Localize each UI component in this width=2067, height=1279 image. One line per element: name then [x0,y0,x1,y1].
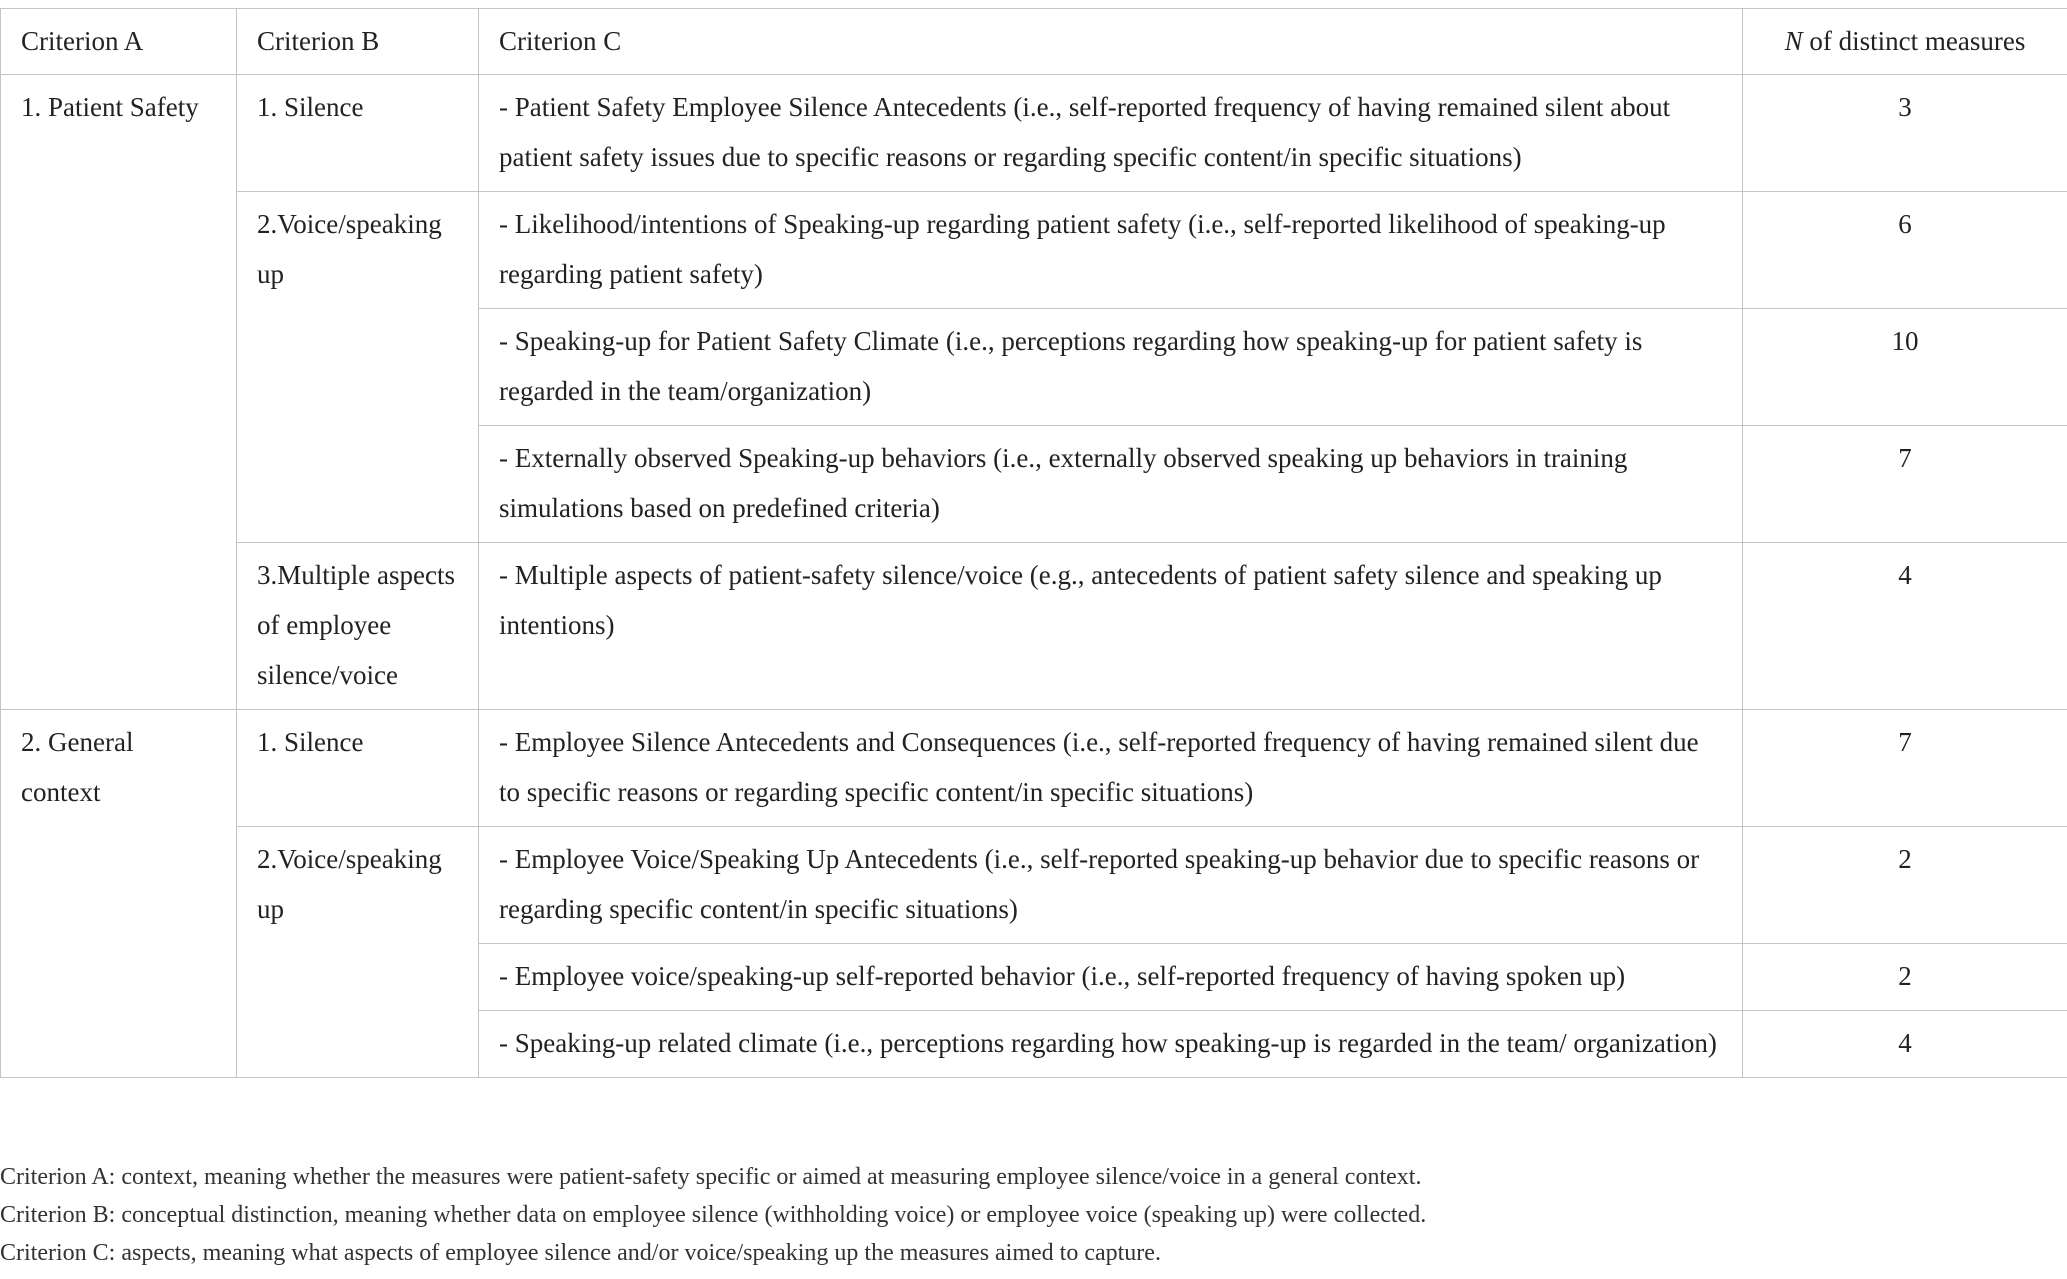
table-row [1,543,2067,710]
criterion-c-cell: - Multiple aspects of patient-safety silence/voice (e.g., antecedents of patient safety silence and speaking up intentions) [479,543,1743,710]
header-row [1,9,2067,75]
header-n-rest: of distinct measures [1802,26,2026,56]
table-row [1,827,2067,944]
header-criterion-a: Criterion A [1,9,237,75]
header-n-distinct-measures [1743,9,2067,75]
header-criterion-b: Criterion B [237,9,479,75]
criterion-c-cell: - Externally observed Speaking-up behaviors (i.e., externally observed speaking up behaviors in training simulations based on predefined criteria) [479,426,1743,543]
criterion-c-cell: - Employee Voice/Speaking Up Antecedents (i.e., self-reported speaking-up behavior due to specific reasons or regarding specific content/in specific situations) [479,827,1743,944]
n-measures-cell: 2 [1743,827,2067,944]
criterion-a-cell: 1. Patient Safety [1,75,237,710]
criterion-b-cell: 2.Voice/speaking up [237,827,479,1078]
n-measures-cell: 7 [1743,426,2067,543]
criterion-b-cell: 1. Silence [237,75,479,192]
n-measures-cell: 4 [1743,1011,2067,1078]
measures-table-container [0,8,2067,1078]
criterion-b-cell: 3.Multiple aspects of employee silence/voice [237,543,479,710]
n-measures-cell: 2 [1743,944,2067,1011]
criterion-c-cell: - Likelihood/intentions of Speaking-up regarding patient safety (i.e., self-reported likelihood of speaking-up regarding patient safety) [479,192,1743,309]
footnote-criterion-a: Criterion A: context, meaning whether the measures were patient-safety specific or aimed at measuring employee silence/voice in a general context. [0,1164,1422,1190]
table-row [1,75,2067,192]
n-measures-cell: 6 [1743,192,2067,309]
table-row [1,192,2067,309]
criterion-a-cell: 2. General context [1,710,237,1078]
n-measures-cell: 7 [1743,710,2067,827]
criterion-c-cell: - Speaking-up for Patient Safety Climate (i.e., perceptions regarding how speaking-up for patient safety is regarded in the team/organization) [479,309,1743,426]
measures-table [0,8,2067,1078]
n-measures-cell: 3 [1743,75,2067,192]
table-footnotes [0,1158,2067,1272]
footnote-criterion-b: Criterion B: conceptual distinction, meaning whether data on employee silence (withholding voice) or employee voice (speaking up) were collected. [0,1202,1427,1228]
table-row [1,710,2067,827]
n-measures-cell: 10 [1743,309,2067,426]
criterion-b-cell: 1. Silence [237,710,479,827]
criterion-c-cell: - Employee Silence Antecedents and Consequences (i.e., self-reported frequency of having remained silent due to specific reasons or regarding specific content/in specific situations) [479,710,1743,827]
header-n-italic: N [1784,26,1803,56]
criterion-c-cell: - Speaking-up related climate (i.e., perceptions regarding how speaking-up is regarded in the team/ organization) [479,1011,1743,1078]
criterion-c-cell: - Employee voice/speaking-up self-reported behavior (i.e., self-reported frequency of having spoken up) [479,944,1743,1011]
footnote-criterion-c: Criterion C: aspects, meaning what aspects of employee silence and/or voice/speaking up the measures aimed to capture. [0,1240,1161,1266]
criterion-c-cell: - Patient Safety Employee Silence Antecedents (i.e., self-reported frequency of having remained silent about patient safety issues due to specific reasons or regarding specific content/in specific situations) [479,75,1743,192]
criterion-b-cell: 2.Voice/speaking up [237,192,479,543]
n-measures-cell: 4 [1743,543,2067,710]
header-criterion-c: Criterion C [479,9,1743,75]
